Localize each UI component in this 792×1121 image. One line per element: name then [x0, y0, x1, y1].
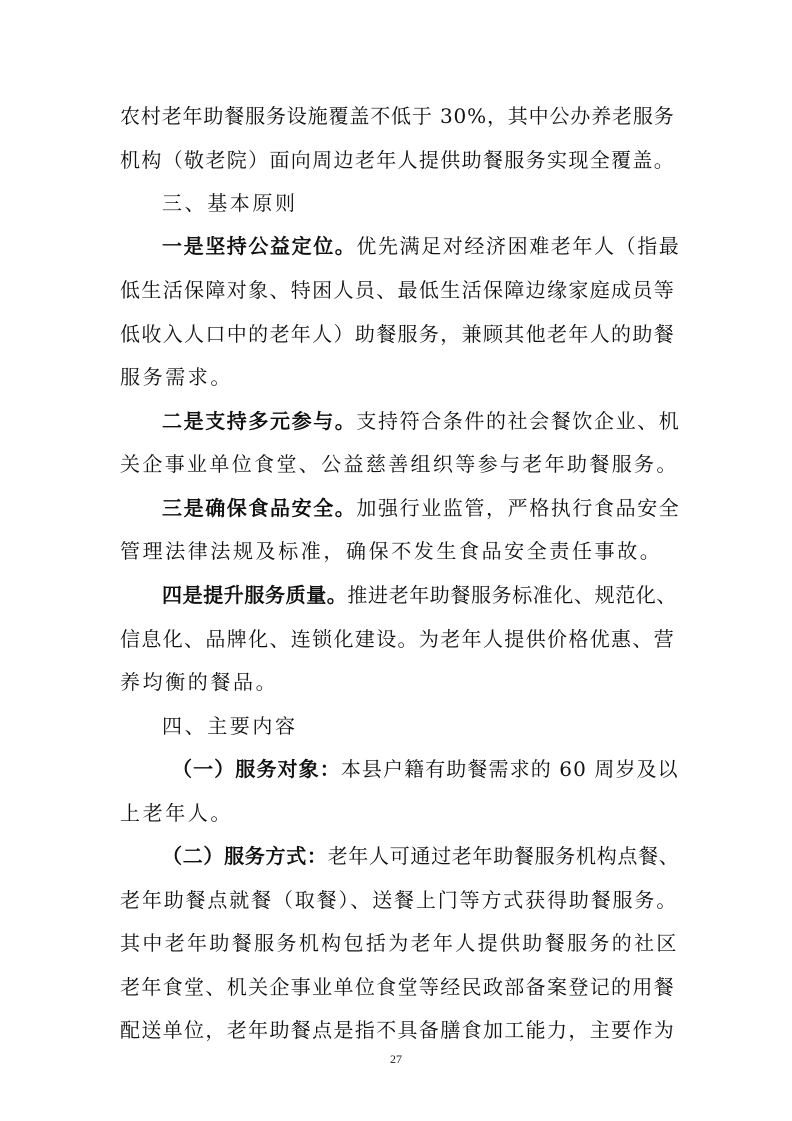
text-line: 信息化、品牌化、连锁化建设。为老年人提供价格优惠、营	[120, 627, 676, 651]
text-line: 上老年人。	[120, 801, 233, 825]
text-line: 配送单位，老年助餐点是指不具备膳食加工能力，主要作为	[120, 1018, 676, 1042]
section-heading: 四、主要内容	[162, 714, 298, 738]
lead-phrase: 三是确保食品安全。	[162, 496, 357, 520]
text-line: 机构（敬老院）面向周边老年人提供助餐服务实现全覆盖。	[120, 148, 676, 172]
text-line: 其中老年助餐服务机构包括为老年人提供助餐服务的社区	[120, 931, 679, 955]
text-line: 服务需求。	[120, 365, 233, 389]
text-segment: 本县户籍有助餐需求的 60 周岁及以	[340, 757, 679, 781]
paragraph-first-line	[172, 756, 680, 782]
paragraph-first-line	[162, 495, 680, 521]
paragraph-first-line	[162, 843, 680, 869]
lead-phrase: 一是坚持公益定位。	[162, 234, 357, 258]
paragraph-first-line	[162, 408, 680, 434]
text-line: 农村老年助餐服务设施覆盖不低于 30%，其中公办养老服务	[120, 104, 675, 128]
text-segment: 优先满足对经济困难老年人（指最	[356, 234, 681, 258]
text-line: 老年食堂、机关企事业单位食堂等经民政部备案登记的用餐	[120, 975, 676, 999]
text-line: 低生活保障对象、特困人员、最低生活保障边缘家庭成员等	[120, 278, 676, 302]
text-segment: 推进老年助餐服务标准化、规范化、	[347, 583, 678, 607]
page-number: 27	[390, 1052, 402, 1066]
lead-phrase: （一）服务对象：	[172, 757, 341, 781]
text-line: 老年助餐点就餐（取餐）、送餐上门等方式获得助餐服务。	[120, 888, 679, 912]
text-segment: 老年人可通过老年助餐服务机构点餐、	[327, 844, 680, 868]
lead-phrase: （二）服务方式：	[162, 844, 328, 868]
text-segment: 支持符合条件的社会餐饮企业、机	[356, 409, 681, 433]
text-line: 养均衡的餐品。	[120, 670, 279, 694]
section-heading: 三、基本原则	[162, 191, 298, 215]
text-line: 低收入人口中的老年人）助餐服务，兼顾其他老年人的助餐	[120, 322, 676, 346]
lead-phrase: 二是支持多元参与。	[162, 409, 357, 433]
text-line: 关企事业单位食堂、公益慈善组织等参与老年助餐服务。	[120, 452, 679, 476]
paragraph-first-line	[162, 233, 680, 259]
text-line: 管理法律法规及标准，确保不发生食品安全责任事故。	[120, 539, 663, 563]
text-segment: 加强行业监管，严格执行食品安全	[356, 496, 681, 520]
paragraph-first-line	[162, 582, 680, 608]
lead-phrase: 四是提升服务质量。	[162, 583, 348, 607]
